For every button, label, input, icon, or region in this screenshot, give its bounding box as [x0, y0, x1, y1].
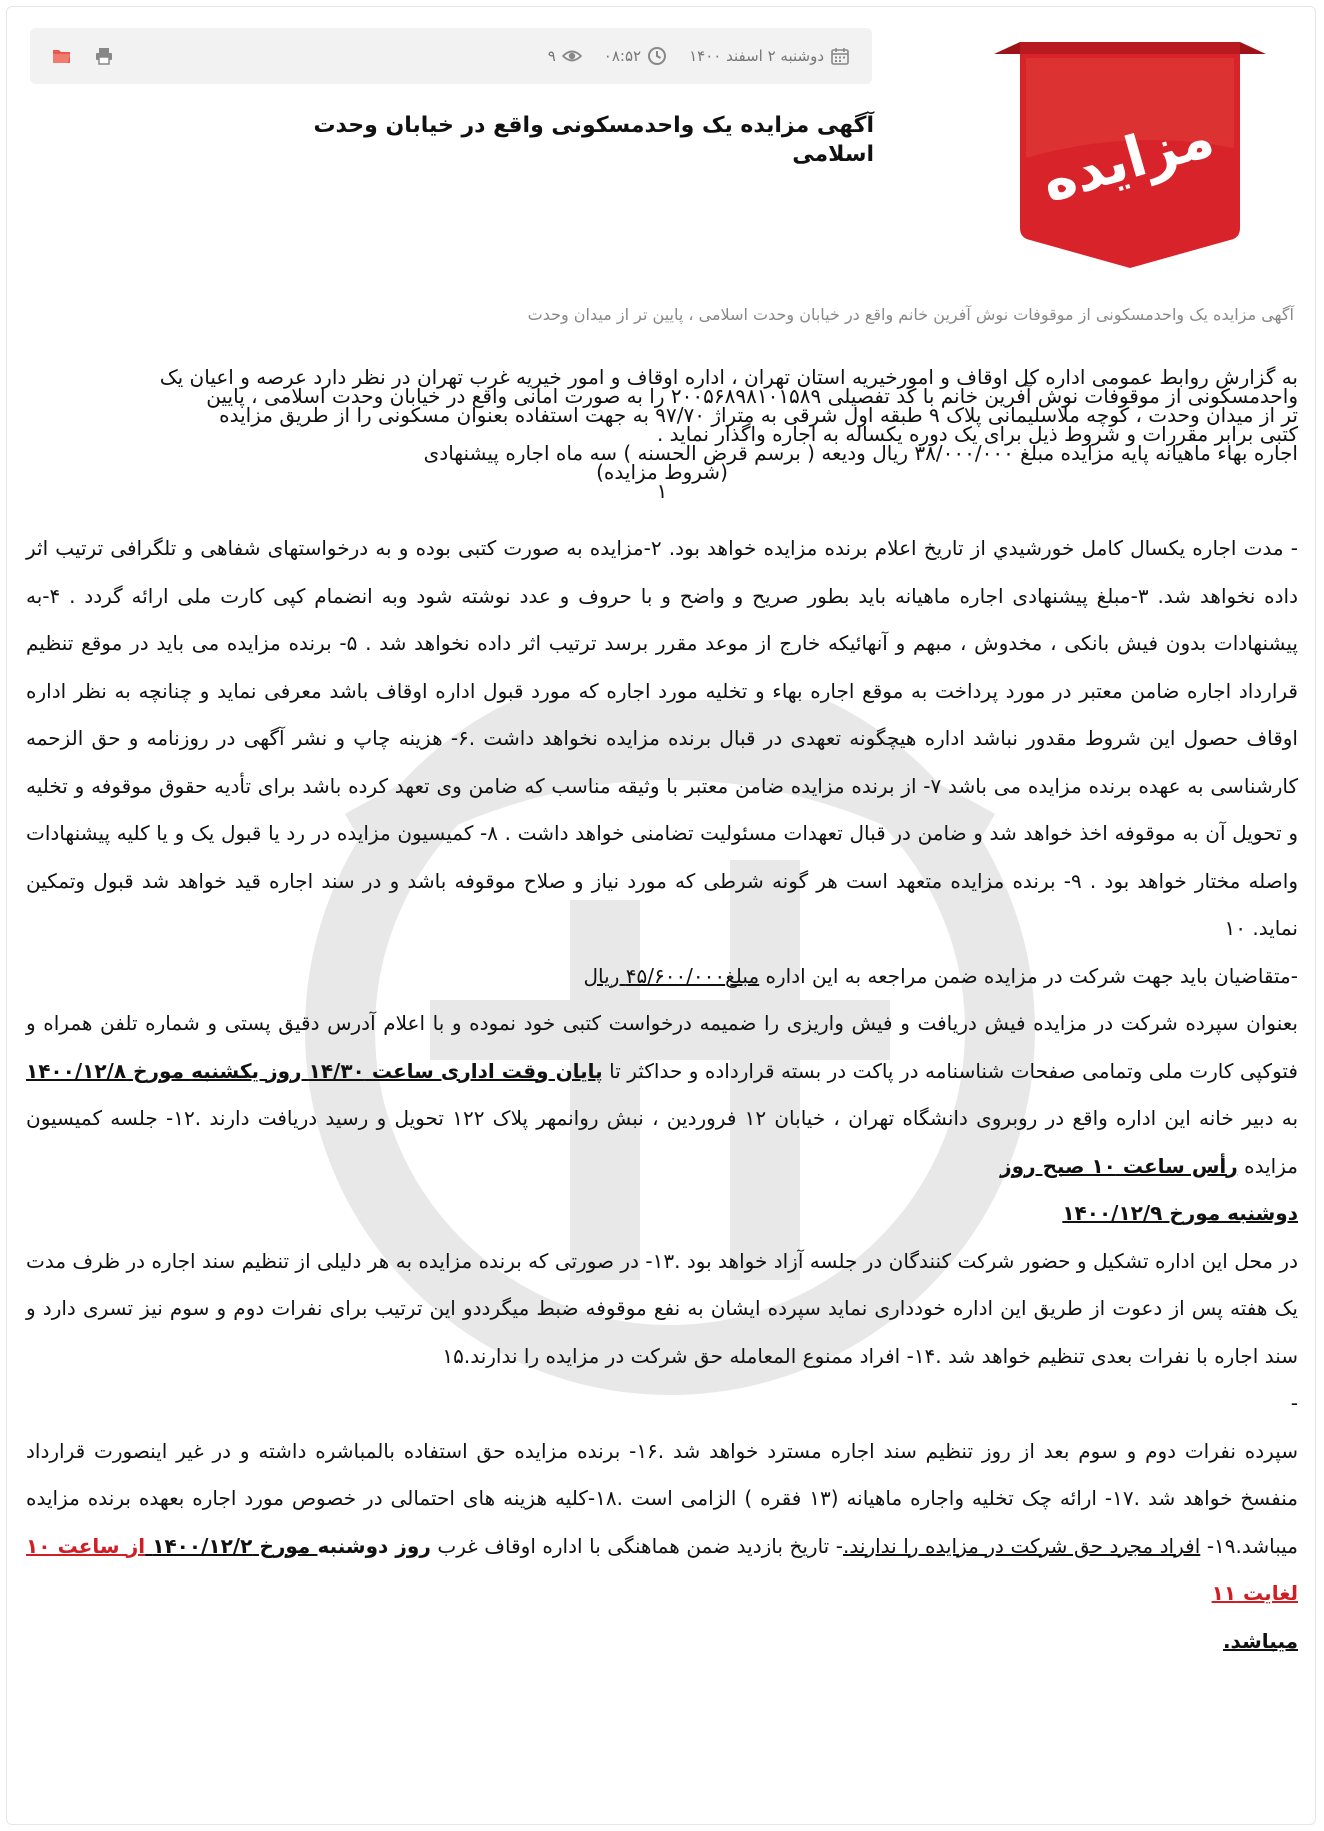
- closing-word: میباشد.: [1222, 1628, 1298, 1653]
- meeting-time: رأس ساعت ۱۰ صبح روز: [1000, 1153, 1238, 1178]
- article-summary: آگهی مزایده یک واحدمسکونی از موقوفات نوش آفرین خانم واقع در خیابان وحدت اسلامی ، پایین تر از میدان وحدت: [527, 305, 1294, 324]
- meta-bar: [30, 28, 872, 84]
- publish-time: ۰۸:۵۲: [603, 47, 642, 65]
- views-group: [548, 46, 582, 66]
- view-count: ۹: [547, 47, 556, 65]
- submission-date: مورخ ۱۴۰۰/۱۲/۸: [26, 1058, 192, 1083]
- print-icon[interactable]: [94, 46, 114, 66]
- visit-date: مورخ ۱۴۰۰/۱۲/۲: [145, 1533, 318, 1558]
- auction-ribbon-image: [980, 28, 1280, 283]
- publish-date: دوشنبه ۲ اسفند ۱۴۰۰: [689, 47, 824, 65]
- conditions-heading: (شروط مزایده): [596, 460, 728, 484]
- article-body: [26, 525, 1298, 1665]
- intro-line: به گزارش روابط عمومی اداره کل اوقاف و امورخیریه استان تهران ، اداره اوقاف و امور خیریه غرب تهران در نظر دارد عرصه و اعیان یک: [159, 365, 1298, 389]
- rules-paragraph: در محل این اداره تشکیل و حضور شرکت کنندگان در جلسه آزاد خواهد بود .۱۳- در صورتی که برنده مزایده به هر دلیلی از تنظیم سند اجاره در ظرف مدت یک هفته پس از دعوت از طریق این اداره خودداری نماید سپرده ایشان به نفع موقوفه ضبط میگرددو این ترتیب برای نفرات دوم و سوم نیز تسری دارد و سند اجاره با نفرات بعدی تنظیم خواهد شد .۱۴- افراد ممنوع المعامله حق شرکت در مزایده را ندارند.۱۵: [26, 1248, 1298, 1368]
- intro-line: تر از میدان وحدت ، کوچه ملاسلیمانی پلاک ۹ طبقه اول شرقی به متراژ ۹۷/۷۰ به جهت استفاده بعنوان مسکونی را از طریق مزایده: [219, 403, 1298, 427]
- intro-line: کتبی برابر مقررات و شروط ذیل برای یک دوره یکساله به اجاره واگذار نماید .: [656, 422, 1298, 446]
- eye-icon: [562, 46, 582, 66]
- single-persons-rule: افراد مجرد حق شرکت در مزایده را ندارند.: [843, 1533, 1201, 1558]
- submission-paragraph: بعنوان سپرده شرکت در مزایده فیش دریافت و فیش واریزی را ضمیمه درخواست کتبی خود نموده و با اعلام آدرس دقیق پستی و شماره تلفن همراه و فتوکپی کارت ملی وتمامی صفحات شناسنامه در پاکت در بسته قرارداده و حداکثر تا پایان وقت اداری ساعت ۱۴/۳۰ روز یکشنبه مورخ ۱۴۰۰/۱۲/۸ به دبیر خانه این اداره واقع در روبروی دانشگاه تهران ، خیابان ۱۲ فروردین ، نبش روانمهر پلاک ۱۲۲ تحویل و رسید دریافت دارند .۱۲- جلسه کمیسیون مزایده رأس ساعت ۱۰ صبح روز: [26, 1011, 1299, 1178]
- date-group: [689, 46, 850, 66]
- time-group: [604, 46, 667, 66]
- article-title: آگهی مزایده یک واحدمسکونی واقع در خیابان وحدت اسلامی: [313, 113, 874, 167]
- ribbon-label: مزایده: [1034, 104, 1221, 216]
- condition-number: ۱: [656, 479, 668, 503]
- visit-time: از ساعت ۱۰ لغایت ۱۱: [26, 1533, 1298, 1605]
- visit-paragraph: سپرده نفرات دوم و سوم بعد از روز تنظیم سند اجاره مسترد خواهد شد .۱۶- برنده مزایده حق استفاده بالمباشره داشته و در غیر اینصورت قرارداد منفسخ خواهد شد .۱۷- ارائه چک تخلیه واجاره ماهیانه (۱۳ فقره ) الزامی است .۱۸-کلیه هزینه های احتمالی در خصوص مورد اجاره بعهده برنده مزایده میباشد.۱۹- افراد مجرد حق شرکت در مزایده را ندارند.- تاریخ بازدید ضمن هماهنگی با اداره اوقاف غرب روز دوشنبه مورخ ۱۴۰۰/۱۲/۲ از ساعت ۱۰ لغایت ۱۱: [26, 1438, 1299, 1605]
- visit-day: روز دوشنبه: [317, 1533, 431, 1558]
- calendar-icon: [830, 46, 850, 66]
- intro-block: [26, 365, 1298, 503]
- conditions-paragraph: - مدت اجاره یکسال کامل خورشيدي از تاريخ اعلام برنده مزايده خواهد بود. ۲-مزایده به صورت کتبی بوده و به درخواستهای شفاهی و تلگرافی ترتیب اثر داده نخواهد شد. ۳-مبلغ پیشنهادی اجاره ماهیانه باید بطور صریح و واضح و با حروف و عدد نوشته شود وبه انضمام کپی کارت ملی ارائه گردد . ۴-به پیشنهادات بدون فیش بانکی ، مخدوش ، مبهم و آنهائیکه خارج از موعد مقرر برسد ترتیب اثر داده نخواهد شد . ۵- برنده مزایده می باید در موقع تنظیم قرارداد اجاره ضامن معتبر در مورد پرداخت به موقع اجاره بهاء و تخلیه مورد اجاره که مورد قبول اداره اوقاف باشد معرفی نماید و چنانچه به نظر اداره اوقاف حصول این شروط مقدور نباشد اداره هیچگونه تعهدی در قبال برنده مزایده نخواهد داشت .۶- هزینه چاپ و نشر آگهی در روزنامه و حق الزحمه کارشناسی به عهده برنده مزایده می باشد ۷- از برنده مزایده ضامن معتبر با وثیقه مناسب که ضامن وی تعهد کرده باشد برای تأدیه حقوق موقوفه و تخلیه و تحویل آن به موقوفه اخذ خواهد شد و ضامن در قبال تعهدات مسئولیت تضامنی خواهد داشت . ۸- کمیسیون مزایده در رد یا قبول یک و یا کلیه پیشنهادات واصله مختار خواهد بود . ۹- برنده مزایده متعهد است هر گونه شرطی که مورد نیاز و صلاح موقوفه باشد و در سند اجاره قید خواهد شد قبول وتمکین نماید. ۱۰: [26, 536, 1299, 940]
- deposit-paragraph: -متقاضیان باید جهت شرکت در مزایده ضمن مراجعه به این اداره مبلغ۴۵/۶۰۰/۰۰۰ ریال: [583, 963, 1298, 988]
- intro-price-line: اجاره بهاء ماهیانه پایه مزایده مبلغ ۳۸/۰۰۰/۰۰۰ ریال ودیعه ( برسم قرض الحسنه ) سه ماه اجاره پیشنهادی: [423, 441, 1298, 465]
- meta-tools: [52, 46, 114, 66]
- separator-dash: -: [1290, 1391, 1298, 1415]
- deposit-amount: مبلغ۴۵/۶۰۰/۰۰۰ ریال: [583, 963, 760, 988]
- clock-icon: [647, 46, 667, 66]
- folder-icon[interactable]: [52, 46, 72, 66]
- meeting-date: دوشنبه مورخ ۱۴۰۰/۱۲/۹: [1062, 1201, 1298, 1225]
- intro-line: واحدمسکونی از موقوفات نوش آفرین خانم با کد تفصیلی ۲۰۰۵۶۸۹۸۱۰۱۵۸۹ را به صورت امانی واقع در خیابان وحدت اسلامی ، پایین: [206, 384, 1298, 408]
- submission-deadline: پایان وقت اداری ساعت ۱۴/۳۰ روز یکشنبه: [191, 1058, 603, 1083]
